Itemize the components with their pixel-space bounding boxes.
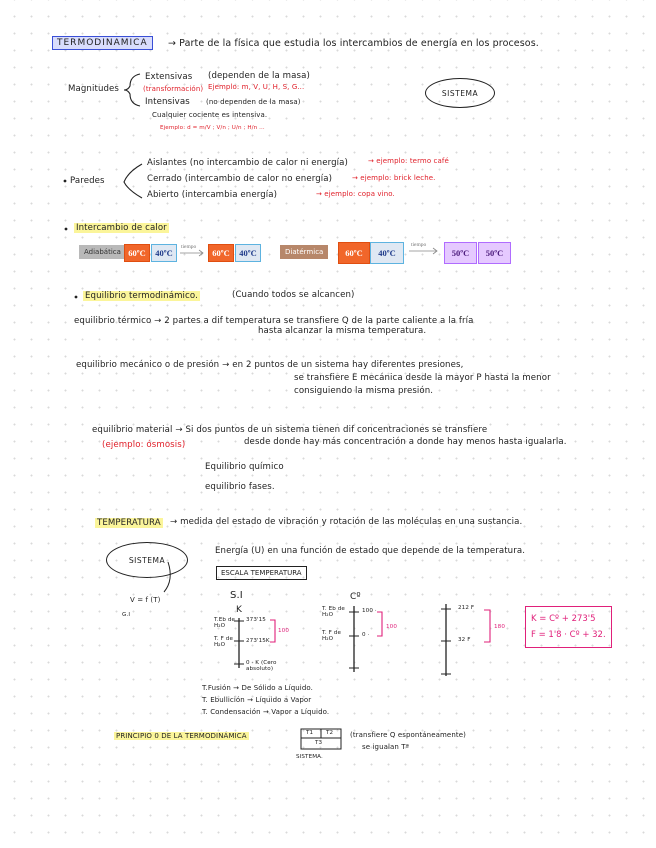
celsius-fus-label: T. F de H₂O: [322, 630, 341, 642]
eq-quimico: Equilibrio químico: [205, 462, 284, 472]
fahrenheit-diff: 180: [494, 624, 505, 630]
principio-sistema: SISTEMA.: [296, 754, 323, 760]
diatermica-label: Diatérmica: [280, 245, 328, 259]
principio-t2: T2: [326, 730, 334, 736]
eq-termico-line2: hasta alcanzar la misma temperatura.: [258, 326, 427, 336]
intercambio-heading: Intercambio de calor: [76, 223, 167, 233]
pared-aislante: Aislantes (no intercambio de calor ni energía): [147, 158, 348, 168]
principio-t3: T3: [315, 740, 323, 746]
title-definition: → Parte de la física que estudia los intercambios de energía en los procesos.: [168, 38, 539, 49]
principio-note-a: (transfiere Q espontáneamente): [350, 731, 466, 739]
si-label: S.I: [230, 590, 243, 601]
eq-fases: equilibrio fases.: [205, 482, 275, 492]
diatermica-hot-before: 60ºC: [338, 242, 370, 264]
celsius-boil-label: T. Eb de H₂O: [322, 606, 345, 618]
diatermica-eq-2: 50ºC: [478, 242, 511, 264]
eq-termico-line1: equilibrio térmico → 2 partes a dif temperatura se transfiere Q de la parte caliente a la fría: [74, 316, 474, 326]
arrow-label-1: tiempo: [181, 244, 197, 250]
adiabatica-hot-after: 60ºC: [208, 244, 234, 262]
extensivas-tag: (transformación): [143, 85, 204, 93]
kelvin-fus-val: 273'15K: [246, 638, 270, 644]
magnitudes-label: Magnitudes: [68, 84, 120, 94]
kelvin-boil-val: 373'15: [246, 617, 266, 623]
change-fusion: T.Fusión → De Sólido a Líquido.: [202, 684, 313, 692]
page-title: TERMODINAMICA: [52, 36, 153, 50]
sistema-ellipse-2: SISTEMA: [106, 542, 188, 578]
pared-cerrado: Cerrado (intercambio de calor no energía): [147, 174, 333, 184]
arrow-label-2: tiempo: [411, 242, 427, 248]
fahrenheit-boil-val: 212 F: [458, 605, 475, 611]
eq-mecanico-line3: consiguiendo la misma presión.: [294, 386, 434, 396]
kelvin-fus-label: T. F de H₂O: [214, 636, 233, 648]
temperatura-heading: TEMPERATURA: [97, 518, 161, 528]
adiabatica-hot-before: 60ºC: [124, 244, 150, 262]
diatermica-eq-1: 50ºC: [444, 242, 477, 264]
gi-label: G.I: [122, 612, 131, 618]
adiabatica-cold-before: 40ºC: [151, 244, 177, 262]
cociente-example: Ejemplo: d = m/V ; V/n ; U/n ; H/n ...: [160, 125, 265, 131]
eq-mecanico-line2: se transfiere E mecánica desde la mayor P hasta la menor: [294, 373, 551, 383]
equilibrio-heading: Equilibrio termodinámico.: [85, 291, 198, 301]
fahrenheit-fus-val: 32 F: [458, 637, 471, 643]
pared-aislante-example: → ejemplo: termo café: [368, 157, 449, 165]
extensivas-label: Extensivas: [145, 72, 193, 82]
cociente-note: Cualquier cociente es intensiva.: [152, 111, 268, 119]
sistema-ellipse: SISTEMA: [425, 78, 495, 108]
eq-mecanico-line1: equilibrio mecánico o de presión → en 2 puntos de un sistema hay diferentes presiones,: [76, 360, 464, 370]
temperatura-definition: → medida del estado de vibración y rotación de las moléculas en una sustancia.: [170, 517, 523, 527]
paredes-label: Paredes: [70, 176, 105, 186]
pared-abierto-example: → ejemplo: copa vino.: [316, 190, 395, 198]
kelvin-unit: K: [236, 605, 243, 615]
pared-abierto: Abierto (intercambia energía): [147, 190, 278, 200]
eq-material-example: (ejemplo: ósmosis): [102, 440, 186, 450]
kelvin-zero: 0 · K (Cero absoluto): [246, 660, 277, 672]
celsius-boil-val: 100 ·: [362, 608, 377, 614]
eq-material-line2: desde donde hay más concentración a donde hay menos hasta igualarla.: [244, 437, 567, 447]
change-condensacion: T. Condensación → Vapor a Líquido.: [202, 708, 330, 716]
escala-label: ESCALA TEMPERATURA: [216, 566, 307, 580]
principio-heading: PRINCIPIO 0 DE LA TERMODINÁMICA: [116, 732, 247, 740]
extensivas-examples: Ejemplo: m, V, U, H, S, G...: [208, 83, 305, 91]
v-formula: V = f (T): [130, 596, 161, 604]
adiabatica-label: Adiabática: [79, 245, 126, 259]
kelvin-diff: 100: [278, 628, 289, 634]
principio-note-b: se igualan Tª: [362, 743, 410, 751]
formula-fahrenheit: F = 1'8 · Cº + 32.: [531, 630, 606, 640]
celsius-fus-val: 0 ·: [362, 632, 370, 638]
intensivas-note: (no dependen de la masa): [206, 98, 301, 106]
intensivas-label: Intensivas: [145, 97, 190, 107]
energia-line: Energía (U) en una función de estado que depende de la temperatura.: [215, 546, 526, 556]
celsius-unit: Cº: [350, 592, 361, 602]
equilibrio-note: (Cuando todos se alcancen): [232, 290, 355, 300]
pared-cerrado-example: → ejemplo: brick leche.: [352, 174, 436, 182]
principio-t1: T1: [306, 730, 314, 736]
eq-material-line1: equilibrio material → Si dos puntos de un sistema tienen dif concentraciones se transfiere: [92, 425, 488, 435]
diatermica-cold-before: 40ºC: [370, 242, 404, 264]
formula-kelvin: K = Cº + 273'5: [531, 614, 596, 624]
kelvin-boil-label: T.Eb de H₂O: [214, 617, 236, 629]
extensivas-note: (dependen de la masa): [208, 71, 310, 81]
celsius-diff: 100: [386, 624, 397, 630]
change-ebullicion: T. Ebullición → Líquido a Vapor: [202, 696, 312, 704]
adiabatica-cold-after: 40ºC: [235, 244, 261, 262]
